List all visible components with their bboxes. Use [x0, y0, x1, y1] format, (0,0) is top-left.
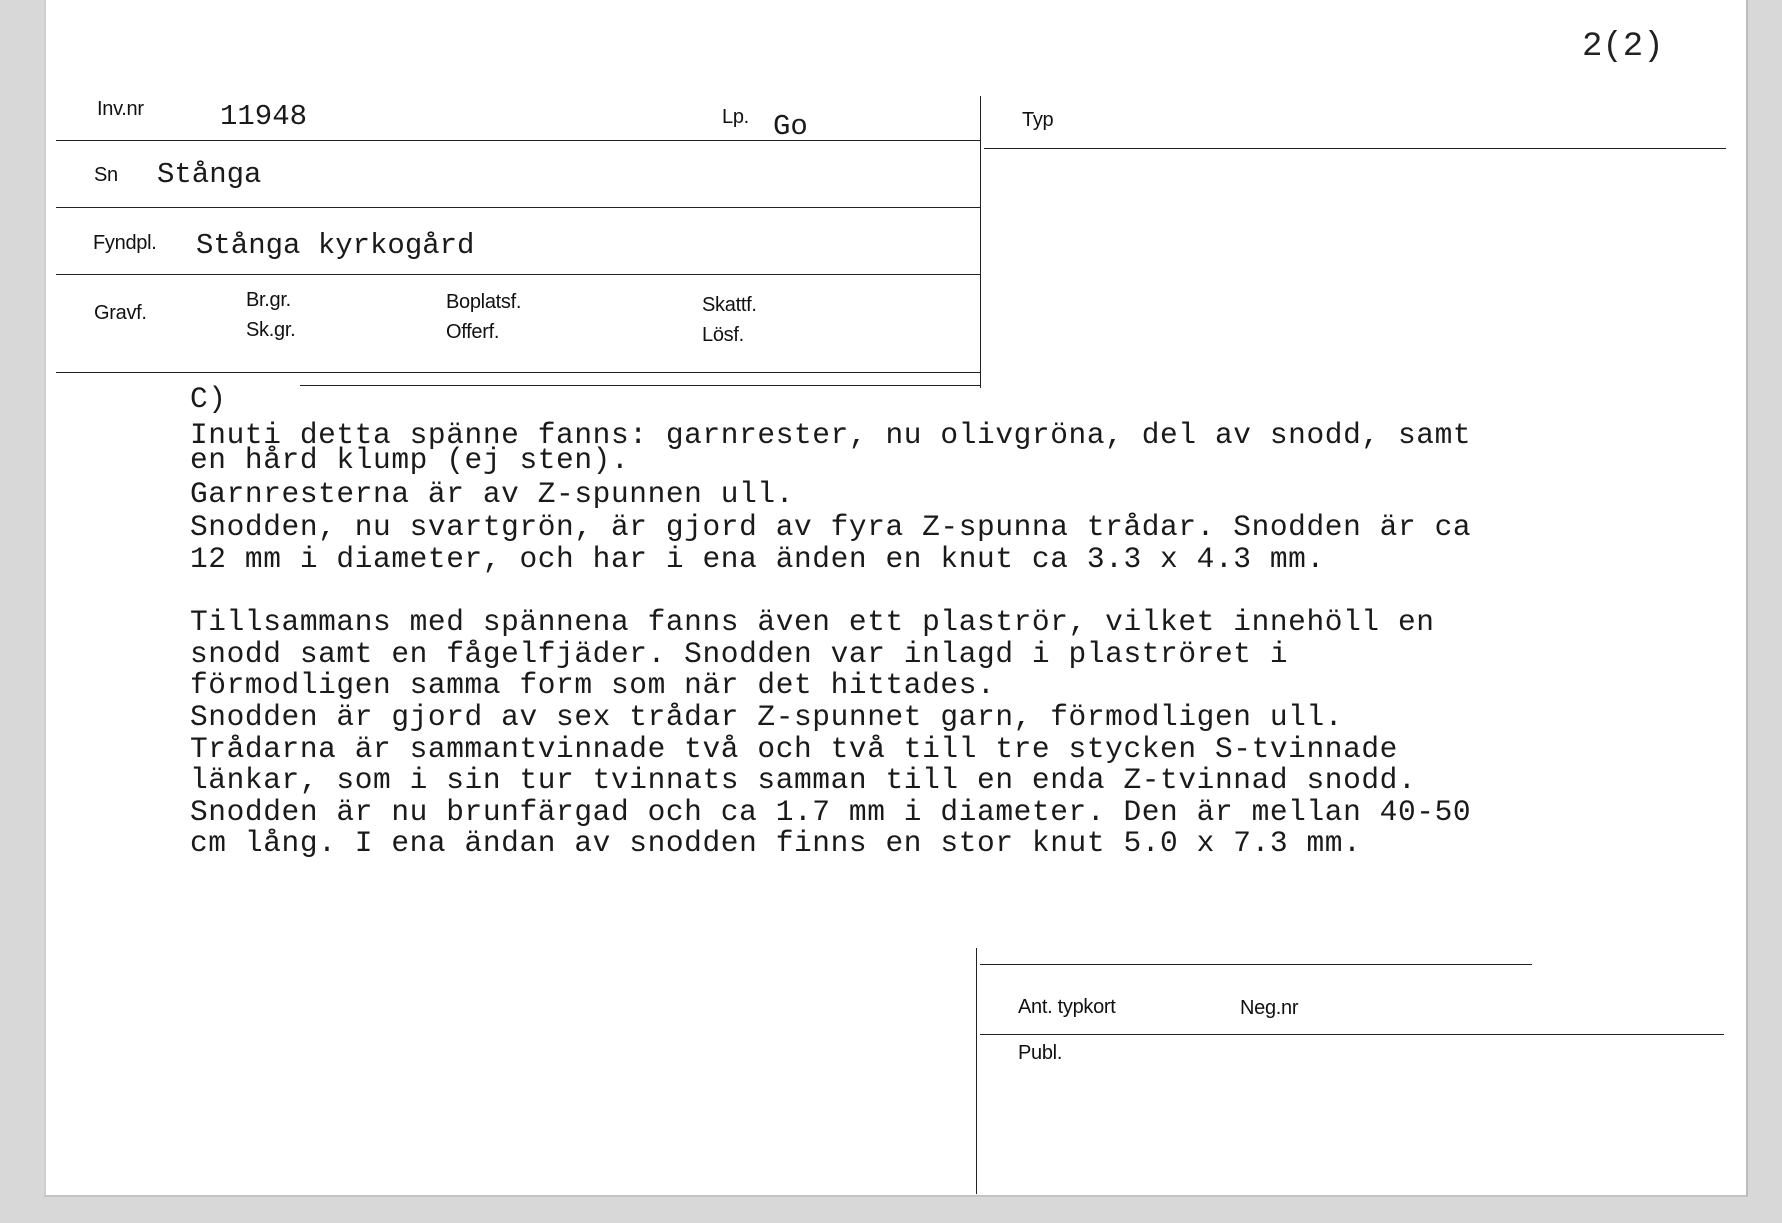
boplatsf-label: Boplatsf. [446, 291, 522, 313]
description-line: Trådarna är sammantvinnade två och två till tre stycken S-tvinnade [190, 731, 1398, 766]
divider-inv-row [56, 140, 980, 141]
gravf-label: Gravf. [94, 302, 147, 324]
offerf-label: Offerf. [446, 321, 500, 343]
skgr-label: Sk.gr. [246, 319, 296, 341]
skattf-label: Skattf. [702, 294, 757, 316]
description-line: Garnresterna är av Z-spunnen ull. [190, 476, 794, 511]
description-line: Snodden, nu svartgrön, är gjord av fyra Z-spunna trådar. Snodden är ca [190, 510, 1472, 545]
description-line: cm lång. I ena ändan av snodden finns en stor knut 5.0 x 7.3 mm. [190, 826, 1362, 861]
description-line: förmodligen samma form som när det hittades. [190, 668, 996, 703]
description-line: snodd samt en fågelfjäder. Snodden var inlagd i plaströret i [190, 636, 1289, 671]
divider-sn-row [56, 207, 980, 208]
lp-value: Go [773, 110, 808, 143]
divider-header-vertical [980, 96, 981, 388]
brgr-label: Br.gr. [246, 289, 291, 311]
typ-label: Typ [1022, 109, 1054, 131]
description-line: 12 mm i diameter, och har i ena änden en knut ca 3.3 x 4.3 mm. [190, 541, 1325, 576]
divider-fyndpl-row [56, 274, 980, 275]
neg-nr-label: Neg.nr [1240, 997, 1299, 1019]
lp-label: Lp. [722, 106, 749, 128]
sn-value: Stånga [157, 158, 262, 191]
sn-label: Sn [94, 164, 118, 186]
divider-footer-top [980, 964, 1532, 965]
description-line: Snodden är gjord av sex trådar Z-spunnet garn, förmodligen ull. [190, 699, 1344, 734]
losf-label: Lösf. [702, 324, 744, 346]
description-text [190, 382, 1680, 864]
ant-typkort-label: Ant. typkort [1018, 996, 1116, 1018]
page-number: 2(2) [1582, 28, 1664, 66]
inv-nr-label: Inv.nr [97, 98, 144, 120]
description-line: en hård klump (ej sten). [190, 443, 630, 478]
fyndpl-label: Fyndpl. [93, 232, 157, 254]
description-line: Inuti detta spänne fanns: garnrester, nu olivgröna, del av snodd, samt [190, 417, 1472, 452]
description-line: C) [190, 382, 227, 416]
inv-nr-value: 11948 [220, 100, 308, 133]
divider-footer-middle [980, 1034, 1724, 1035]
description-line: Tillsammans med spännena fanns även ett plaströr, vilket innehöll en [190, 605, 1435, 640]
divider-gravf-row [56, 372, 980, 373]
divider-footer-vertical [976, 948, 977, 1194]
card-left-edge [44, 0, 46, 1195]
fyndpl-value: Stånga kyrkogård [196, 229, 475, 262]
description-line: Snodden är nu brunfärgad och ca 1.7 mm i diameter. Den är mellan 40-50 [190, 794, 1472, 829]
publ-label: Publ. [1018, 1042, 1063, 1064]
divider-typ-row [984, 148, 1726, 149]
description-line: länkar, som i sin tur tvinnats samman till en enda Z-tvinnad snodd. [190, 763, 1417, 798]
